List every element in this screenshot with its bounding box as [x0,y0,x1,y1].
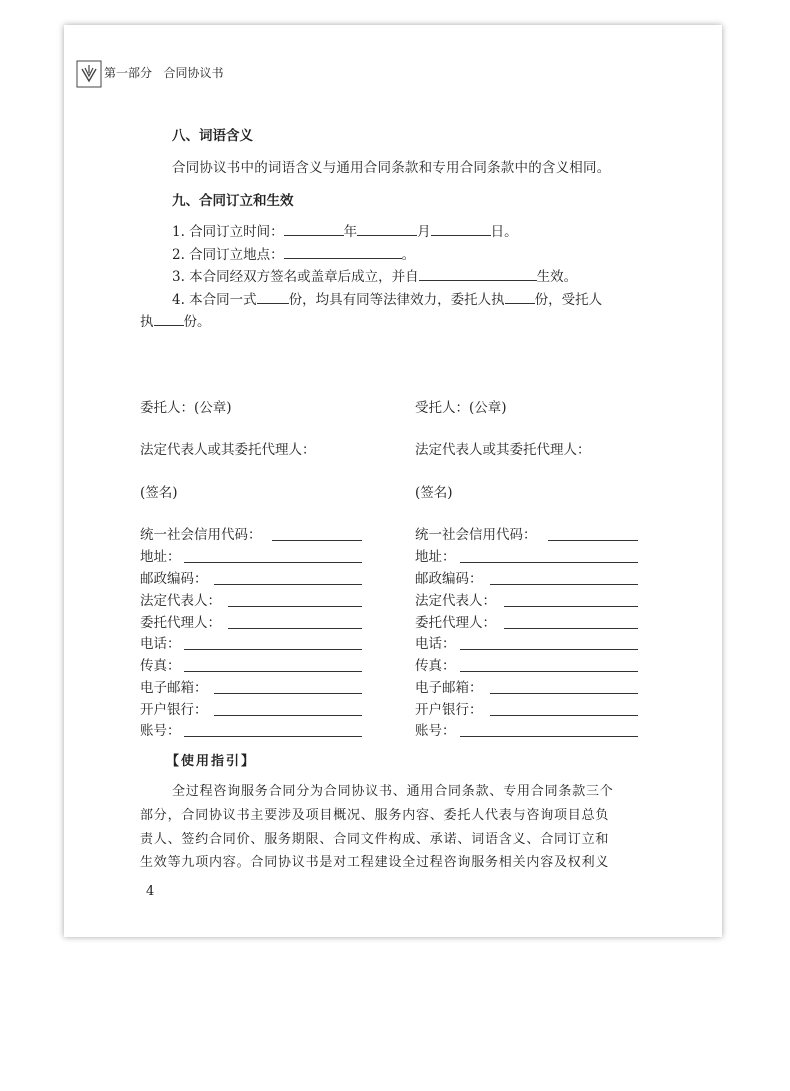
principal-address-line [184,562,362,563]
header-part: 第一部分 [104,66,153,80]
consultant-agent-line [504,628,638,629]
guide-line: 责人、签约合同价、服务期限、合同文件构成、承诺、词语含义、合同订立和 [140,832,610,847]
consultant-fax-line [460,671,638,672]
principal-phone-line [184,649,362,650]
principal-fax-label: 传真： [140,658,181,674]
principal-account-line [184,736,362,737]
consultant-credit-code-label: 统一社会信用代码： [415,527,537,543]
principal-phone-label: 电话： [140,636,181,652]
principal-legal-rep-label: 法定代表人： [140,593,221,609]
consultant-account-line [460,736,638,737]
consultant-bank-line [490,715,638,716]
consultant-postcode-line [490,584,638,585]
guide-line: 部分，合同协议书主要涉及项目概况、服务内容、委托人代表与咨询项目总负 [140,808,610,823]
principal-sign: (签名) [140,485,178,501]
principal-title: 委托人：(公章) [140,400,232,416]
section8-heading: 八、词语含义 [172,128,253,144]
principal-credit-code-line [272,540,362,541]
principal-email-label: 电子邮箱： [140,680,208,696]
principal-fax-line [184,671,362,672]
consultant-email-label: 电子邮箱： [415,680,483,696]
consultant-account-label: 账号： [415,723,456,739]
contract-date-line: 1. 合同订立时间： 年 月 日。 [172,224,518,240]
principal-bank-line [214,715,362,716]
consultant-agent-label: 委托代理人： [415,615,496,631]
contract-copies-line: 4. 本合同一式 份，均具有同等法律效力，委托人执 份，受托人 [172,292,603,308]
principal-postcode-line [214,584,362,585]
principal-address-label: 地址： [140,549,181,565]
consultant-phone-label: 电话： [415,636,456,652]
consultant-postcode-label: 邮政编码： [415,571,483,587]
principal-credit-code-label: 统一社会信用代码： [140,527,262,543]
usage-guide-title: 【使用指引】 [166,754,257,769]
principal-rep: 法定代表人或其委托代理人： [140,442,316,458]
section8-text: 合同协议书中的词语含义与通用合同条款和专用合同条款中的含义相同。 [172,160,611,176]
consultant-sign: (签名) [415,485,453,501]
guide-line: 生效等九项内容。合同协议书是对工程建设全过程咨询服务相关内容及权利义 [140,855,610,870]
running-header [104,64,223,81]
consultant-email-line [490,693,638,694]
header-title: 合同协议书 [163,66,224,80]
principal-postcode-label: 邮政编码： [140,571,208,587]
consultant-legal-rep-line [504,606,638,607]
book-logo-icon [76,60,102,88]
principal-email-line [214,693,362,694]
contract-place-line: 2. 合同订立地点： 。 [172,247,416,263]
principal-agent-line [228,628,362,629]
guide-line: 全过程咨询服务合同分为合同协议书、通用合同条款、专用合同条款三个 [172,784,614,799]
consultant-phone-line [460,649,638,650]
page-number: 4 [146,884,155,899]
consultant-fax-label: 传真： [415,658,456,674]
contract-copies-line-cont: 执 份。 [140,314,211,330]
contract-effective-line: 3. 本合同经双方签名或盖章后成立，并自 生效。 [172,269,578,285]
consultant-bank-label: 开户银行： [415,702,483,718]
section9-heading: 九、合同订立和生效 [172,193,294,209]
principal-agent-label: 委托代理人： [140,615,221,631]
principal-legal-rep-line [228,606,362,607]
consultant-rep: 法定代表人或其委托代理人： [415,442,591,458]
principal-bank-label: 开户银行： [140,702,208,718]
consultant-legal-rep-label: 法定代表人： [415,593,496,609]
consultant-address-label: 地址： [415,549,456,565]
consultant-address-line [460,562,638,563]
consultant-credit-code-line [548,540,638,541]
principal-account-label: 账号： [140,723,181,739]
consultant-title: 受托人：(公章) [415,400,507,416]
